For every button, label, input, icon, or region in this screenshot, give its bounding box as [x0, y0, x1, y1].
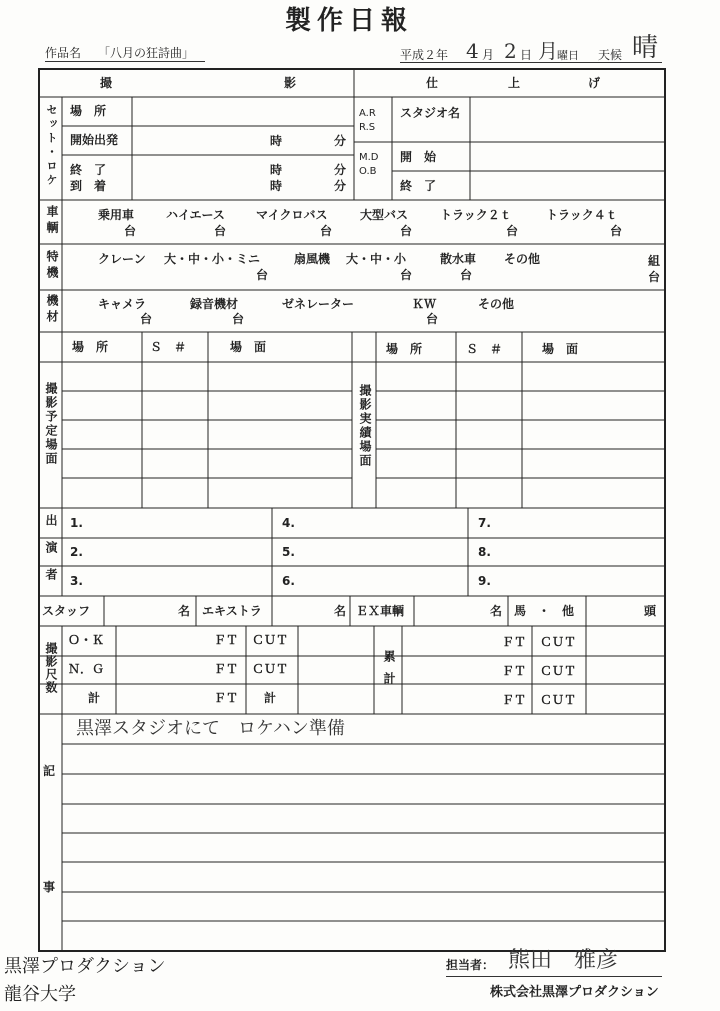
- scene-scene-right-1: 場 面: [542, 342, 579, 356]
- fan-label: 扇風機: [294, 252, 331, 266]
- cast-7: 7.: [478, 516, 491, 530]
- hour-label-1: 時: [270, 134, 283, 148]
- ft-1: ＦＴ: [214, 633, 239, 647]
- equip-unit-2: 台: [232, 312, 245, 326]
- cast-8: 8.: [478, 545, 491, 559]
- shoot-header-2: 影: [284, 76, 297, 90]
- scene-place-right: 場 所: [386, 342, 423, 356]
- start-label: 開 始: [400, 150, 437, 164]
- studio-label: スタジオ名: [400, 106, 461, 120]
- crane-label: クレーン: [98, 252, 146, 266]
- horse-label: 馬 ・ 他: [514, 604, 575, 618]
- footage-total: 計: [88, 691, 101, 705]
- hour-label-3: 時: [270, 179, 283, 193]
- equip-camera: キャメラ: [98, 297, 147, 311]
- minute-label-1: 分: [334, 134, 347, 148]
- staff-label: スタッフ: [42, 604, 91, 618]
- vehicle-truck2: トラック２ｔ: [440, 208, 512, 222]
- person-name: 熊田 雅彦: [508, 948, 619, 973]
- equipment-label: 機材: [45, 294, 59, 326]
- planned-scenes-label: 撮影予定場面: [44, 382, 58, 466]
- cast-4: 4.: [282, 516, 295, 530]
- ft-6: ＦＴ: [502, 693, 527, 707]
- notes-entry: 黒澤スタジオにて ロケハン準備: [76, 718, 345, 739]
- equip-unit-3: 台: [426, 312, 439, 326]
- era: 平成２年: [400, 48, 449, 62]
- special-other-label: その他: [504, 252, 541, 266]
- special-unit-2: 台: [400, 268, 413, 282]
- vehicle-car: 乗用車: [98, 208, 135, 222]
- work-label: 作品名: [45, 46, 82, 60]
- special-label: 特機: [45, 250, 59, 282]
- finish-header-1: 仕: [426, 76, 439, 90]
- end-label: 終 了: [70, 163, 107, 177]
- vehicles-label: 車輌: [45, 205, 59, 237]
- cast-6: 6.: [282, 574, 295, 588]
- scene-scene-left-1: 場 面: [230, 340, 267, 354]
- special-unit-1: 台: [256, 268, 269, 282]
- equip-sound: 録音機材: [190, 297, 239, 311]
- finish-label: 終 了: [400, 179, 437, 193]
- ex-vehicle-unit: 名: [490, 604, 503, 618]
- equip-generator: ゼネレーター: [282, 297, 355, 311]
- vehicle-unit-1: 台: [124, 224, 137, 238]
- special-group: 組: [648, 254, 661, 268]
- actual-scenes-label: 撮影実績場面: [358, 384, 372, 468]
- cut-2: ＣＵＴ: [252, 662, 289, 676]
- cut-4: ＣＵＴ: [540, 664, 577, 678]
- scene-s-right: Ｓ ＃: [466, 342, 503, 356]
- cast-3: 3.: [70, 574, 83, 588]
- company-name: 株式会社黒澤プロダクション: [490, 985, 659, 1000]
- work-name: 「八月の狂詩曲」: [98, 46, 195, 60]
- vehicle-bus: 大型バス: [360, 208, 409, 222]
- watermark-1: 黒澤プロダクション: [4, 956, 166, 977]
- vehicle-truck4: トラック４ｔ: [546, 208, 618, 222]
- finish-header-3: げ: [588, 76, 601, 90]
- depart-label: 開始出発: [70, 133, 119, 147]
- footage-ok: Ｏ・Ｋ: [68, 633, 105, 647]
- weather-value: 晴: [632, 33, 659, 63]
- footage-label: 撮影尺数: [44, 642, 58, 694]
- cut-3: ＣＵＴ: [540, 635, 577, 649]
- special-unit-3: 台: [460, 268, 473, 282]
- ft-4: ＦＴ: [502, 635, 527, 649]
- vehicle-unit-2: 台: [214, 224, 227, 238]
- ft-3: ＦＴ: [214, 691, 239, 705]
- equip-other: その他: [478, 297, 515, 311]
- person-label: 担当者：: [446, 958, 495, 972]
- cut-1: ＣＵＴ: [252, 633, 289, 647]
- weekday-unit: 曜日: [557, 49, 579, 62]
- vehicle-unit-3: 台: [320, 224, 333, 238]
- extra-label: エキストラ: [202, 604, 262, 618]
- rs-label: R.S: [359, 122, 376, 133]
- page-title: 製作日報: [285, 6, 414, 36]
- md-label: M.D: [359, 152, 379, 163]
- footage-ng: Ｎ．Ｇ: [68, 662, 105, 676]
- set-loca-label: セット・ロケ: [45, 104, 58, 188]
- cast-label: 出演者: [44, 514, 58, 595]
- head-unit: 頭: [644, 604, 657, 618]
- arrive-label: 到 着: [70, 179, 107, 193]
- water-truck-label: 散水車: [440, 252, 477, 266]
- notes-label-bottom: 事: [43, 880, 56, 894]
- fan-sizes: 大・中・小: [346, 252, 407, 266]
- scene-place-left: 場 所: [72, 340, 109, 354]
- cast-1: 1.: [70, 516, 83, 530]
- day-unit: 日: [520, 48, 533, 62]
- cut-5: ＣＵＴ: [540, 693, 577, 707]
- hour-label-2: 時: [270, 163, 283, 177]
- place-label: 場 所: [70, 104, 107, 118]
- finish-header-2: 上: [508, 76, 521, 90]
- cast-9: 9.: [478, 574, 491, 588]
- minute-label-3: 分: [334, 179, 347, 193]
- equip-unit-1: 台: [140, 312, 153, 326]
- cumulative-label: 累計: [382, 650, 396, 694]
- vehicle-unit-5: 台: [506, 224, 519, 238]
- equip-kw: ＫＷ: [412, 297, 437, 311]
- special-unit-4: 台: [648, 270, 661, 284]
- cut-total: 計: [264, 691, 277, 705]
- ar-label: A.R: [359, 108, 376, 119]
- cast-2: 2.: [70, 545, 83, 559]
- cast-5: 5.: [282, 545, 295, 559]
- ft-5: ＦＴ: [502, 664, 527, 678]
- vehicle-hiace: ハイエース: [166, 208, 225, 222]
- month-unit: 月: [482, 48, 495, 62]
- weather-label: 天候: [598, 48, 623, 62]
- shoot-header-1: 撮: [100, 76, 113, 90]
- extra-unit: 名: [334, 604, 347, 618]
- day-value: 2: [504, 39, 517, 63]
- month-value: 4: [466, 39, 479, 63]
- person-underline: [446, 976, 662, 977]
- watermark-2: 龍谷大学: [4, 984, 76, 1005]
- minute-label-2: 分: [334, 163, 347, 177]
- ft-2: ＦＴ: [214, 662, 239, 676]
- notes-label-top: 記: [43, 764, 56, 778]
- ob-label: O.B: [359, 166, 377, 177]
- scene-s-left: Ｓ ＃: [150, 340, 187, 354]
- vehicle-unit-6: 台: [610, 224, 623, 238]
- vehicle-unit-4: 台: [400, 224, 413, 238]
- vehicle-microbus: マイクロバス: [256, 208, 328, 222]
- crane-sizes: 大・中・小・ミニ: [164, 252, 261, 266]
- staff-unit: 名: [178, 604, 191, 618]
- weekday-value: 月: [538, 39, 558, 63]
- ex-vehicle-label: ＥＸ車輌: [356, 604, 405, 618]
